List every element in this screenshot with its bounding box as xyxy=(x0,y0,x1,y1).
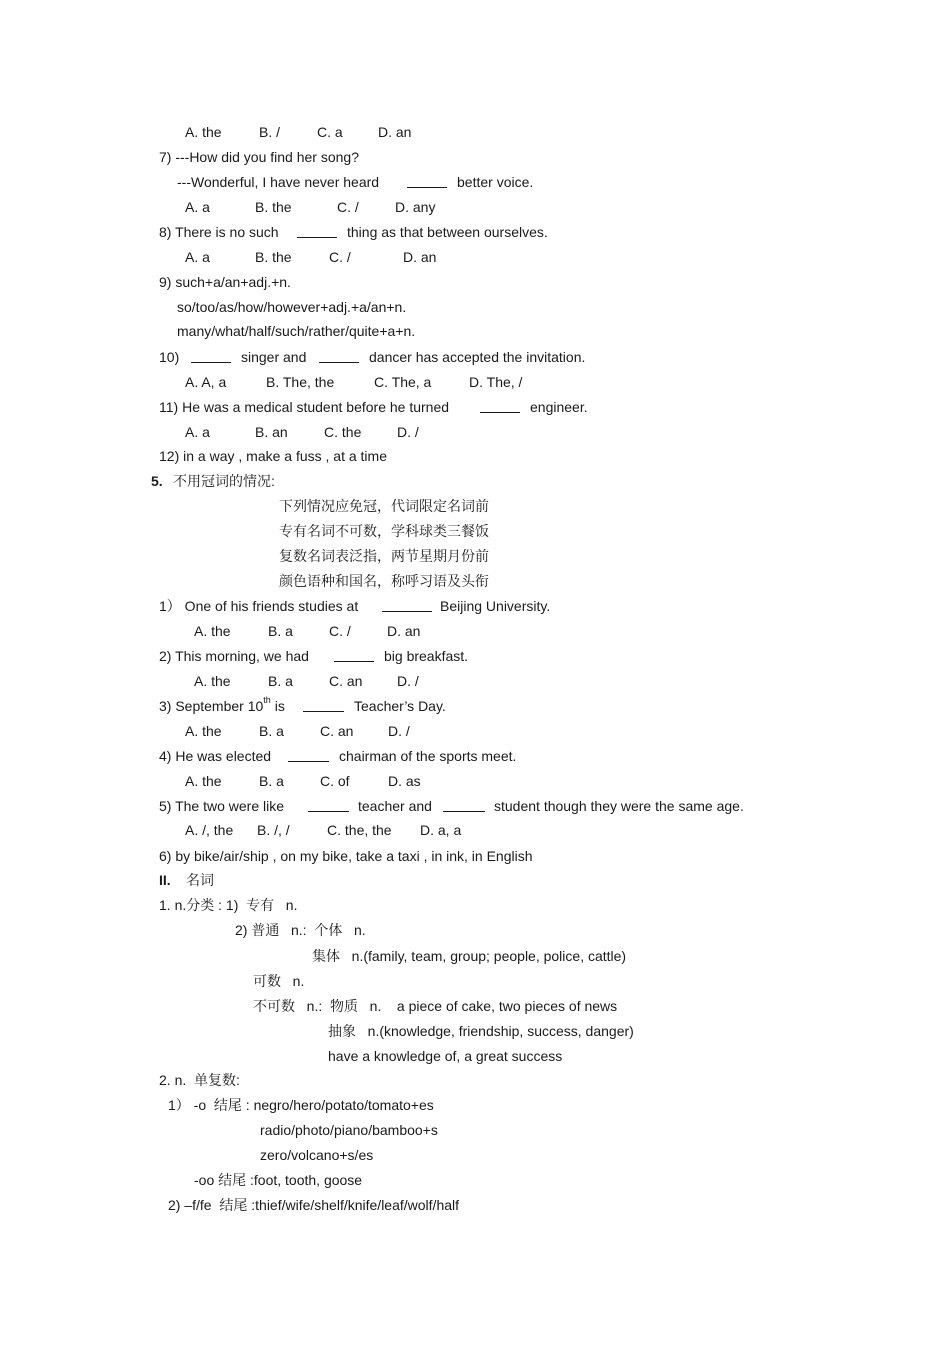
section-5-heading xyxy=(151,472,275,490)
question-8 xyxy=(159,223,548,241)
question-11-text-2: engineer. xyxy=(530,399,588,415)
option-d: D. / xyxy=(388,723,410,739)
option-a: A. A, a xyxy=(185,374,227,390)
answer-blank[interactable] xyxy=(443,797,485,812)
noun-class-line-3: 集体 n.(family, team, group; people, police, cattle) xyxy=(312,948,627,964)
option-b: B. a xyxy=(268,673,293,689)
option-a: A. the xyxy=(194,623,231,639)
options-row-8 xyxy=(185,248,437,266)
question-7-text-2: better voice. xyxy=(457,174,534,190)
practice-5-text-3: student though they were the same age. xyxy=(494,798,744,814)
options-row-p3 xyxy=(185,722,410,740)
section-2-heading xyxy=(159,871,214,889)
option-b: B. / xyxy=(259,124,281,140)
question-9-line-1: 9) such+a/an+adj.+n. xyxy=(159,274,291,290)
question-9-line-3: many/what/half/such/rather/quite+a+n. xyxy=(177,323,416,339)
question-10-text-2: dancer has accepted the invitation. xyxy=(369,349,586,365)
option-d: D. an xyxy=(403,249,437,265)
option-b: B. the xyxy=(255,199,292,215)
answer-blank[interactable] xyxy=(297,223,337,238)
option-c: C. of xyxy=(320,773,350,789)
option-c: C. the xyxy=(324,424,362,440)
question-12: 12) in a way , make a fuss , at a time xyxy=(159,448,387,464)
section-5-number: 5. xyxy=(151,473,163,489)
option-b: B. an xyxy=(255,424,288,440)
options-row-6 xyxy=(185,123,412,141)
options-row-p4 xyxy=(185,772,421,790)
answer-blank[interactable] xyxy=(303,697,344,712)
noun-number-line-4: -oo 结尾 :foot, tooth, goose xyxy=(194,1172,363,1188)
question-7-text-1: ---Wonderful, I have never heard xyxy=(177,174,380,190)
practice-3-text-2: Teacher’s Day. xyxy=(354,698,446,714)
practice-3 xyxy=(159,695,446,715)
practice-4-text-1: 4) He was elected xyxy=(159,748,272,764)
option-d: D. as xyxy=(388,773,421,789)
option-b: B. a xyxy=(268,623,293,639)
option-a: A. the xyxy=(185,723,222,739)
noun-class-line-1: 1. n.分类 : 1) 专有 n. xyxy=(159,897,298,913)
section-2-number: II. xyxy=(159,872,171,888)
question-8-text-1: 8) There is no such xyxy=(159,224,279,240)
options-row-11 xyxy=(185,423,419,441)
option-c: C. the, the xyxy=(327,822,392,838)
question-9-line-2: so/too/as/how/however+adj.+a/an+n. xyxy=(177,299,407,315)
practice-5 xyxy=(159,797,744,815)
question-11-text-1: 11) He was a medical student before he turned xyxy=(159,399,450,415)
practice-1-text-2: Beijing University. xyxy=(440,598,551,614)
rhyme-line-4: 颜色语种和国名，称呼习语及头衔 xyxy=(279,573,489,589)
noun-number-heading: 2. n. 单复数: xyxy=(159,1072,240,1088)
practice-2 xyxy=(159,647,469,665)
practice-2-text-1: 2) This morning, we had xyxy=(159,648,309,664)
noun-number-line-1: 1） -o 结尾 : negro/hero/potato/tomato+es xyxy=(168,1097,434,1113)
noun-class-line-4: 可数 n. xyxy=(253,973,305,989)
options-row-10 xyxy=(185,373,523,391)
option-d: D. / xyxy=(397,673,419,689)
practice-1 xyxy=(159,597,551,615)
option-a: A. /, the xyxy=(185,822,234,838)
noun-class-line-5: 不可数 n.: 物质 n. a piece of cake, two pieces of news xyxy=(253,998,618,1014)
option-c: C. The, a xyxy=(374,374,432,390)
answer-blank[interactable] xyxy=(334,647,374,662)
question-7-reply xyxy=(177,173,534,191)
practice-4-text-2: chairman of the sports meet. xyxy=(339,748,517,764)
option-b: B. a xyxy=(259,773,284,789)
option-a: A. the xyxy=(185,773,222,789)
question-11 xyxy=(159,398,588,416)
practice-2-text-2: big breakfast. xyxy=(384,648,469,664)
option-d: D. / xyxy=(397,424,419,440)
noun-class-line-6: 抽象 n.(knowledge, friendship, success, danger) xyxy=(328,1023,634,1039)
question-7-prompt: 7) ---How did you find her song? xyxy=(159,149,359,165)
option-c: C. / xyxy=(329,249,351,265)
option-a: A. a xyxy=(185,199,210,215)
option-d: D. a, a xyxy=(420,822,462,838)
option-a: A. a xyxy=(185,249,210,265)
noun-number-line-3: zero/volcano+s/es xyxy=(260,1147,374,1163)
practice-6: 6) by bike/air/ship , on my bike, take a taxi , in ink, in English xyxy=(159,848,533,864)
question-10 xyxy=(159,348,586,366)
practice-4 xyxy=(159,747,517,765)
option-d: D. an xyxy=(387,623,421,639)
noun-class-line-2: 2) 普通 n.: 个体 n. xyxy=(235,922,366,938)
options-row-7 xyxy=(185,198,436,216)
option-d: D. an xyxy=(378,124,412,140)
noun-class-line-7: have a knowledge of, a great success xyxy=(328,1048,563,1064)
practice-3-verb: is xyxy=(270,698,285,714)
option-b: B. a xyxy=(259,723,284,739)
section-5-title: 不用冠词的情况: xyxy=(173,473,275,489)
option-c: C. / xyxy=(337,199,359,215)
practice-3-text-1 xyxy=(159,697,285,715)
answer-blank[interactable] xyxy=(382,597,432,612)
option-b: B. the xyxy=(255,249,292,265)
options-row-p5 xyxy=(185,821,462,839)
question-10-number: 10) xyxy=(159,349,180,365)
noun-number-line-2: radio/photo/piano/bamboo+s xyxy=(260,1122,438,1138)
option-d: D. The, / xyxy=(469,374,523,390)
option-a: A. the xyxy=(194,673,231,689)
question-10-text-1: singer and xyxy=(241,349,307,365)
option-a: A. the xyxy=(185,124,222,140)
answer-blank[interactable] xyxy=(308,797,349,812)
option-c: C. / xyxy=(329,623,351,639)
option-b: B. /, / xyxy=(257,822,290,838)
practice-3-ordinal: th xyxy=(263,695,271,706)
options-row-p1 xyxy=(194,622,421,640)
practice-3-date: 3) September 10 xyxy=(159,698,264,714)
rhyme-line-2: 专有名词不可数，学科球类三餐饭 xyxy=(279,523,489,539)
rhyme-line-3: 复数名词表泛指，两节星期月份前 xyxy=(279,548,489,564)
section-2-title: 名词 xyxy=(186,872,214,888)
practice-1-text-1: 1） One of his friends studies at xyxy=(159,598,359,614)
answer-blank[interactable] xyxy=(191,348,231,363)
option-d: D. any xyxy=(395,199,436,215)
options-row-p2 xyxy=(194,672,419,690)
option-c: C. a xyxy=(317,124,343,140)
answer-blank[interactable] xyxy=(319,348,359,363)
answer-blank[interactable] xyxy=(480,398,520,413)
option-c: C. an xyxy=(329,673,363,689)
practice-5-text-1: 5) The two were like xyxy=(159,798,285,814)
answer-blank[interactable] xyxy=(288,747,329,762)
option-a: A. a xyxy=(185,424,210,440)
option-c: C. an xyxy=(320,723,354,739)
practice-5-text-2: teacher and xyxy=(358,798,432,814)
answer-blank[interactable] xyxy=(407,173,447,188)
rhyme-line-1: 下列情况应免冠，代词限定名词前 xyxy=(279,498,489,514)
option-b: B. The, the xyxy=(266,374,335,390)
noun-number-line-5: 2) –f/fe 结尾 :thief/wife/shelf/knife/leaf/wolf/half xyxy=(168,1197,460,1213)
question-8-text-2: thing as that between ourselves. xyxy=(347,224,548,240)
